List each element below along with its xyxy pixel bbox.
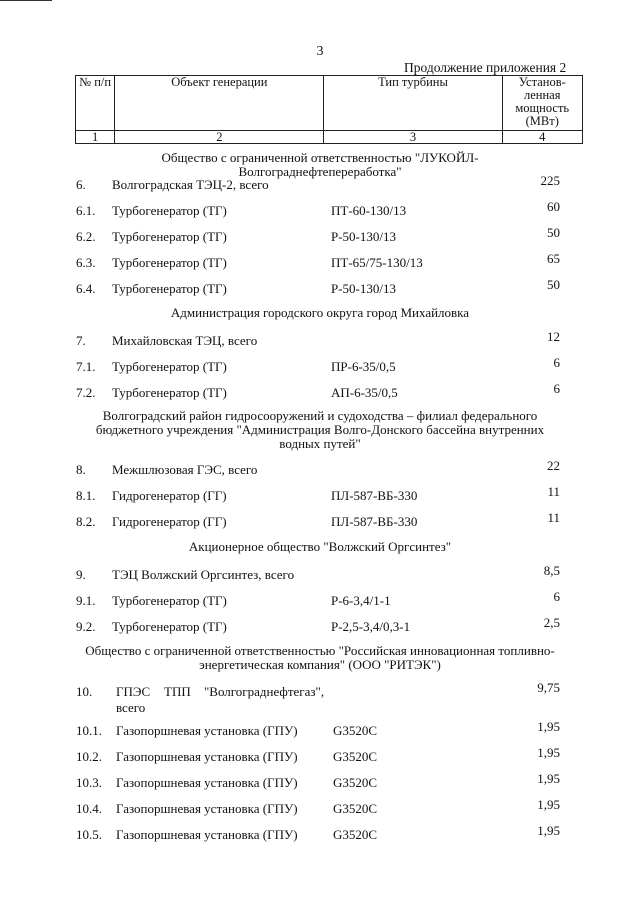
row-num: 10.: [76, 684, 93, 699]
row-value: 9,75: [537, 680, 560, 695]
table-row: [0, 329, 640, 353]
header-index-1: 1: [76, 131, 115, 144]
row-type: G3520C: [333, 723, 378, 738]
org-heading: Общество с ограниченной ответственностью "Российская инновационная топливно-энергетическая компания" (ООО "РИТЭК"): [85, 643, 555, 672]
row-num: 10.3.: [76, 775, 102, 790]
row-name: ТЭЦ Волжский Оргсинтез, всего: [112, 567, 295, 582]
table-row: [0, 458, 640, 482]
row-value: 11: [547, 484, 560, 499]
row-type: ПЛ-587-ВБ-330: [331, 514, 418, 529]
continuation-label: Продолжение приложения 2: [404, 60, 567, 75]
row-name: Газопоршневая установка (ГПУ): [116, 827, 298, 842]
table-row: [0, 719, 640, 743]
table-row: [0, 615, 640, 639]
row-value: 60: [547, 199, 560, 214]
row-value: 8,5: [543, 563, 560, 578]
row-value: 50: [547, 277, 560, 292]
header-index-4: 4: [502, 131, 583, 144]
row-type: Р-50-130/13: [331, 229, 396, 244]
row-type: G3520C: [333, 801, 378, 816]
table-row: [0, 484, 640, 508]
header-index-3: 3: [324, 131, 502, 144]
row-num: 6.2.: [76, 229, 96, 244]
name-word: "Волгограднефтегаз",: [204, 684, 325, 699]
row-name: Турбогенератор (ТГ): [112, 255, 227, 270]
table-row: [0, 251, 640, 275]
row-num: 8.2.: [76, 514, 96, 529]
row-value: 2,5: [543, 615, 560, 630]
table-row: [0, 771, 640, 795]
row-name: Турбогенератор (ТГ): [112, 359, 227, 374]
table-header: [75, 75, 583, 144]
name-word: ТПП: [164, 684, 191, 699]
row-num: 6.4.: [76, 281, 96, 296]
row-name: Газопоршневая установка (ГПУ): [116, 749, 298, 764]
name-word: ГПЭС: [116, 684, 151, 699]
row-value: 225: [540, 173, 560, 188]
row-name: Турбогенератор (ТГ): [112, 229, 227, 244]
row-name: Газопоршневая установка (ГПУ): [116, 775, 298, 790]
row-name: Турбогенератор (ТГ): [112, 593, 227, 608]
table-row: [0, 823, 640, 847]
table-row: [0, 199, 640, 223]
row-num: 8.: [76, 462, 86, 477]
row-value: 6: [553, 355, 560, 370]
table-row: [0, 173, 640, 197]
row-type: ПТ-60-130/13: [331, 203, 407, 218]
row-num: 6.3.: [76, 255, 96, 270]
header-num: № п/п: [76, 76, 115, 131]
table-row: [0, 381, 640, 405]
row-type: ПТ-65/75-130/13: [331, 255, 423, 270]
row-value: 1,95: [537, 797, 560, 812]
header-turbine: Тип турбины: [324, 76, 502, 131]
row-value: 1,95: [537, 719, 560, 734]
row-type: ПР-6-35/0,5: [331, 359, 396, 374]
row-num: 10.5.: [76, 827, 102, 842]
page-number: 3: [316, 44, 324, 59]
table-row: [0, 797, 640, 821]
scan-corner-mark: [0, 0, 52, 1]
header-power: Установ- ленная мощность (МВт): [502, 76, 583, 131]
table-row: [0, 510, 640, 534]
row-value: 65: [547, 251, 560, 266]
row-type: Р-6-3,4/1-1: [331, 593, 391, 608]
row-name: Волгоградская ТЭЦ-2, всего: [112, 177, 269, 192]
row-type: ПЛ-587-ВБ-330: [331, 488, 418, 503]
org-heading: Волгоградский район гидросооружений и судоходства – филиал федерального бюджетного учреждения "Администрация Волго-Донского бассейна внутренних водных путей": [95, 408, 545, 451]
row-type: Р-2,5-3,4/0,3-1: [331, 619, 411, 634]
row-type: Р-50-130/13: [331, 281, 396, 296]
row-name: Газопоршневая установка (ГПУ): [116, 801, 298, 816]
row-value: 6: [553, 381, 560, 396]
row-type: G3520C: [333, 775, 378, 790]
row-type: АП-6-35/0,5: [331, 385, 398, 400]
header-index-2: 2: [115, 131, 324, 144]
row-name: Гидрогенератор (ГГ): [112, 514, 227, 529]
row-name: Турбогенератор (ТГ): [112, 619, 227, 634]
org-heading: Общество с ограниченной ответственностью "ЛУКОЙЛ-Волгограднефтепереработка": [161, 150, 479, 179]
row-value: 6: [553, 589, 560, 604]
row-type: G3520C: [333, 827, 378, 842]
row-num: 9.: [76, 567, 86, 582]
org-heading: Администрация городского округа город Михайловка: [170, 305, 470, 320]
table-row: [0, 589, 640, 613]
row-num: 8.1.: [76, 488, 96, 503]
row-value: 50: [547, 225, 560, 240]
row-num: 7.1.: [76, 359, 96, 374]
row-value: 1,95: [537, 745, 560, 760]
row-num: 9.1.: [76, 593, 96, 608]
row-value: 1,95: [537, 771, 560, 786]
name-word: всего: [116, 700, 146, 715]
row-name: Турбогенератор (ТГ): [112, 281, 227, 296]
row-type: G3520C: [333, 749, 378, 764]
row-name: Турбогенератор (ТГ): [112, 203, 227, 218]
row-name: Михайловская ТЭЦ, всего: [112, 333, 258, 348]
row-value: 11: [547, 510, 560, 525]
row-name: Гидрогенератор (ГГ): [112, 488, 227, 503]
table-row: [0, 225, 640, 249]
row-value: 12: [547, 329, 560, 344]
table-row: [0, 563, 640, 587]
row-num: 10.1.: [76, 723, 102, 738]
row-name: Межшлюзовая ГЭС, всего: [112, 462, 258, 477]
row-num: 9.2.: [76, 619, 96, 634]
row-num: 10.4.: [76, 801, 102, 816]
row-num: 6.: [76, 177, 86, 192]
row-name: Газопоршневая установка (ГПУ): [116, 723, 298, 738]
row-num: 10.2.: [76, 749, 102, 764]
table-row: [0, 277, 640, 301]
row-value: 22: [547, 458, 560, 473]
org-heading: Акционерное общество "Волжский Оргсинтез": [188, 539, 452, 554]
header-object: Объект генерации: [115, 76, 324, 131]
row-num: 7.2.: [76, 385, 96, 400]
table-row: [0, 355, 640, 379]
row-num: 7.: [76, 333, 86, 348]
row-name: Турбогенератор (ТГ): [112, 385, 227, 400]
row-num: 6.1.: [76, 203, 96, 218]
row-value: 1,95: [537, 823, 560, 838]
table-row: [0, 745, 640, 769]
